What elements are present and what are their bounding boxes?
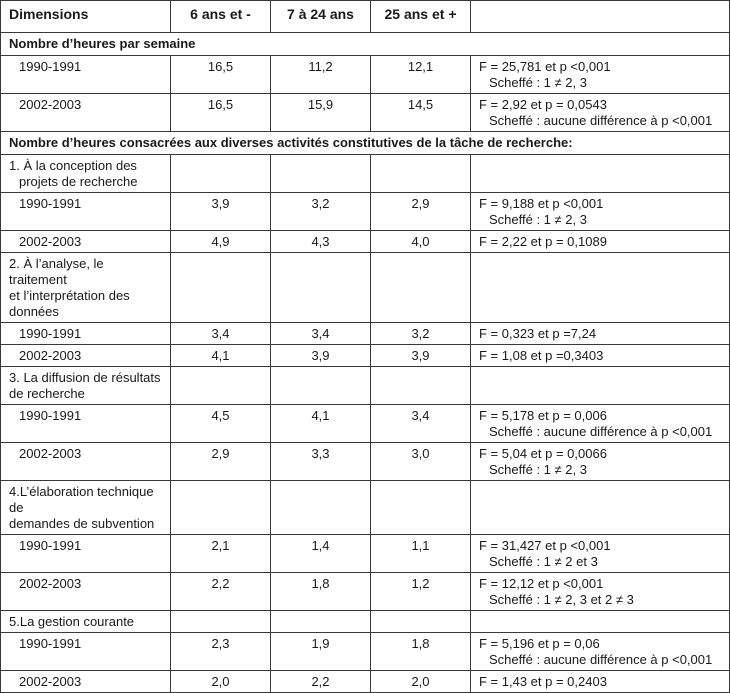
row-year: 1990-1991 bbox=[1, 193, 171, 231]
table-row bbox=[1, 671, 730, 693]
empty-cell bbox=[271, 253, 371, 323]
row-value: 16,5 bbox=[171, 94, 271, 132]
header-6-ans: 6 ans et - bbox=[171, 1, 271, 33]
header-dimensions: Dimensions bbox=[1, 1, 171, 33]
group-title-line: 4.L’élaboration technique de bbox=[9, 484, 154, 515]
row-value: 4,0 bbox=[371, 231, 471, 253]
empty-cell bbox=[171, 611, 271, 633]
row-value: 2,1 bbox=[171, 535, 271, 573]
group-title bbox=[1, 155, 171, 193]
section-hours-per-week: Nombre d’heures par semaine bbox=[1, 33, 730, 56]
row-value: 2,0 bbox=[371, 671, 471, 693]
row-stat bbox=[471, 671, 730, 693]
row-stat-line: F = 31,427 et p <0,001 bbox=[479, 538, 611, 553]
row-stat-line: F = 1,43 et p = 0,2403 bbox=[479, 674, 607, 689]
row-stat-line: Scheffé : aucune différence à p <0,001 bbox=[489, 652, 713, 667]
table-row bbox=[1, 231, 730, 253]
group-title-line: 1. À la conception des bbox=[9, 158, 137, 173]
row-value: 15,9 bbox=[271, 94, 371, 132]
row-value: 12,1 bbox=[371, 56, 471, 94]
empty-cell bbox=[271, 367, 371, 405]
row-stat-line: F = 2,22 et p = 0,1089 bbox=[479, 234, 607, 249]
row-value: 2,2 bbox=[171, 573, 271, 611]
row-value: 1,9 bbox=[271, 633, 371, 671]
row-stat bbox=[471, 323, 730, 345]
empty-cell bbox=[471, 611, 730, 633]
row-stat-line: F = 2,92 et p = 0,0543 bbox=[479, 97, 607, 112]
row-stat bbox=[471, 573, 730, 611]
empty-cell bbox=[271, 155, 371, 193]
group-title bbox=[1, 611, 171, 633]
empty-cell bbox=[171, 253, 271, 323]
row-value: 1,1 bbox=[371, 535, 471, 573]
header-stats bbox=[471, 1, 730, 33]
section-activities-row bbox=[1, 132, 730, 155]
group-title-row bbox=[1, 155, 730, 193]
row-value: 4,5 bbox=[171, 405, 271, 443]
group-title-row bbox=[1, 367, 730, 405]
row-year: 2002-2003 bbox=[1, 231, 171, 253]
empty-cell bbox=[371, 611, 471, 633]
row-year: 1990-1991 bbox=[1, 405, 171, 443]
group-title-line: 2. À l’analyse, le traitement bbox=[9, 256, 104, 287]
row-value: 3,2 bbox=[371, 323, 471, 345]
empty-cell bbox=[471, 367, 730, 405]
empty-cell bbox=[371, 253, 471, 323]
header-25-ans: 25 ans et + bbox=[371, 1, 471, 33]
row-year: 1990-1991 bbox=[1, 535, 171, 573]
row-stat-line: Scheffé : aucune différence à p <0,001 bbox=[489, 113, 713, 128]
row-value: 1,8 bbox=[271, 573, 371, 611]
table-row bbox=[1, 633, 730, 671]
group-title-line: 5.La gestion courante bbox=[9, 614, 135, 629]
row-stat-line: F = 1,08 et p =0,3403 bbox=[479, 348, 604, 363]
table-row bbox=[1, 56, 730, 94]
header-7-24-ans: 7 à 24 ans bbox=[271, 1, 371, 33]
empty-cell bbox=[171, 155, 271, 193]
row-stat-line: F = 5,178 et p = 0,006 bbox=[479, 408, 607, 423]
row-value: 3,3 bbox=[271, 443, 371, 481]
empty-cell bbox=[371, 367, 471, 405]
table-row bbox=[1, 573, 730, 611]
section-hours-per-week-row bbox=[1, 33, 730, 56]
group-title-line: demandes de subvention bbox=[9, 516, 155, 531]
row-value: 3,9 bbox=[171, 193, 271, 231]
row-year: 2002-2003 bbox=[1, 443, 171, 481]
row-year: 2002-2003 bbox=[1, 573, 171, 611]
empty-cell bbox=[171, 367, 271, 405]
empty-cell bbox=[471, 253, 730, 323]
table-row bbox=[1, 345, 730, 367]
group-title bbox=[1, 367, 171, 405]
group-title bbox=[1, 253, 171, 323]
table-row bbox=[1, 405, 730, 443]
empty-cell bbox=[271, 611, 371, 633]
row-value: 2,9 bbox=[371, 193, 471, 231]
table-row bbox=[1, 443, 730, 481]
group-title-row bbox=[1, 611, 730, 633]
row-stat bbox=[471, 633, 730, 671]
row-stat-line: Scheffé : 1 ≠ 2, 3 bbox=[489, 462, 587, 477]
row-year: 1990-1991 bbox=[1, 323, 171, 345]
table-row bbox=[1, 94, 730, 132]
group-title bbox=[1, 481, 171, 535]
table-row bbox=[1, 323, 730, 345]
row-stat bbox=[471, 56, 730, 94]
row-year: 2002-2003 bbox=[1, 671, 171, 693]
header-row bbox=[1, 1, 730, 33]
row-stat bbox=[471, 535, 730, 573]
row-value: 1,2 bbox=[371, 573, 471, 611]
row-value: 3,0 bbox=[371, 443, 471, 481]
row-value: 1,4 bbox=[271, 535, 371, 573]
row-value: 3,4 bbox=[171, 323, 271, 345]
row-value: 2,3 bbox=[171, 633, 271, 671]
row-value: 3,9 bbox=[271, 345, 371, 367]
row-value: 14,5 bbox=[371, 94, 471, 132]
table-row bbox=[1, 193, 730, 231]
row-stat-line: F = 5,04 et p = 0,0066 bbox=[479, 446, 607, 461]
row-value: 3,2 bbox=[271, 193, 371, 231]
group-title-line: projets de recherche bbox=[19, 174, 138, 189]
empty-cell bbox=[471, 481, 730, 535]
row-value: 4,1 bbox=[271, 405, 371, 443]
empty-cell bbox=[371, 155, 471, 193]
group-title-line: 3. La diffusion de résultats bbox=[9, 370, 161, 385]
row-stat-line: F = 0,323 et p =7,24 bbox=[479, 326, 597, 341]
group-title-row bbox=[1, 481, 730, 535]
row-stat-line: F = 25,781 et p <0,001 bbox=[479, 59, 611, 74]
section-activities: Nombre d’heures consacrées aux diverses activités constitutives de la tâche de recherche: bbox=[1, 132, 730, 155]
row-year: 2002-2003 bbox=[1, 94, 171, 132]
row-value: 1,8 bbox=[371, 633, 471, 671]
group-title-row bbox=[1, 253, 730, 323]
group-title-line: de recherche bbox=[9, 386, 85, 401]
row-year: 1990-1991 bbox=[1, 633, 171, 671]
row-value: 3,4 bbox=[371, 405, 471, 443]
row-value: 4,9 bbox=[171, 231, 271, 253]
row-stat bbox=[471, 94, 730, 132]
row-stat-line: Scheffé : 1 ≠ 2, 3 bbox=[489, 212, 587, 227]
table-row bbox=[1, 535, 730, 573]
row-value: 3,9 bbox=[371, 345, 471, 367]
empty-cell bbox=[271, 481, 371, 535]
row-stat-line: F = 9,188 et p <0,001 bbox=[479, 196, 604, 211]
row-year: 2002-2003 bbox=[1, 345, 171, 367]
row-stat bbox=[471, 345, 730, 367]
row-year: 1990-1991 bbox=[1, 56, 171, 94]
row-value: 4,3 bbox=[271, 231, 371, 253]
row-value: 16,5 bbox=[171, 56, 271, 94]
row-value: 3,4 bbox=[271, 323, 371, 345]
empty-cell bbox=[471, 155, 730, 193]
row-stat-line: F = 12,12 et p <0,001 bbox=[479, 576, 604, 591]
row-value: 11,2 bbox=[271, 56, 371, 94]
empty-cell bbox=[371, 481, 471, 535]
group-title-line: données bbox=[9, 304, 59, 319]
row-value: 2,2 bbox=[271, 671, 371, 693]
row-value: 4,1 bbox=[171, 345, 271, 367]
row-stat-line: Scheffé : 1 ≠ 2, 3 et 2 ≠ 3 bbox=[489, 592, 634, 607]
row-stat bbox=[471, 405, 730, 443]
row-stat-line: Scheffé : 1 ≠ 2 et 3 bbox=[489, 554, 598, 569]
row-stat bbox=[471, 193, 730, 231]
group-title-line: et l’interprétation des bbox=[9, 288, 130, 303]
empty-cell bbox=[171, 481, 271, 535]
row-stat-line: Scheffé : aucune différence à p <0,001 bbox=[489, 424, 713, 439]
row-stat bbox=[471, 231, 730, 253]
row-stat-line: F = 5,196 et p = 0,06 bbox=[479, 636, 600, 651]
row-value: 2,0 bbox=[171, 671, 271, 693]
row-value: 2,9 bbox=[171, 443, 271, 481]
row-stat-line: Scheffé : 1 ≠ 2, 3 bbox=[489, 75, 587, 90]
row-stat bbox=[471, 443, 730, 481]
